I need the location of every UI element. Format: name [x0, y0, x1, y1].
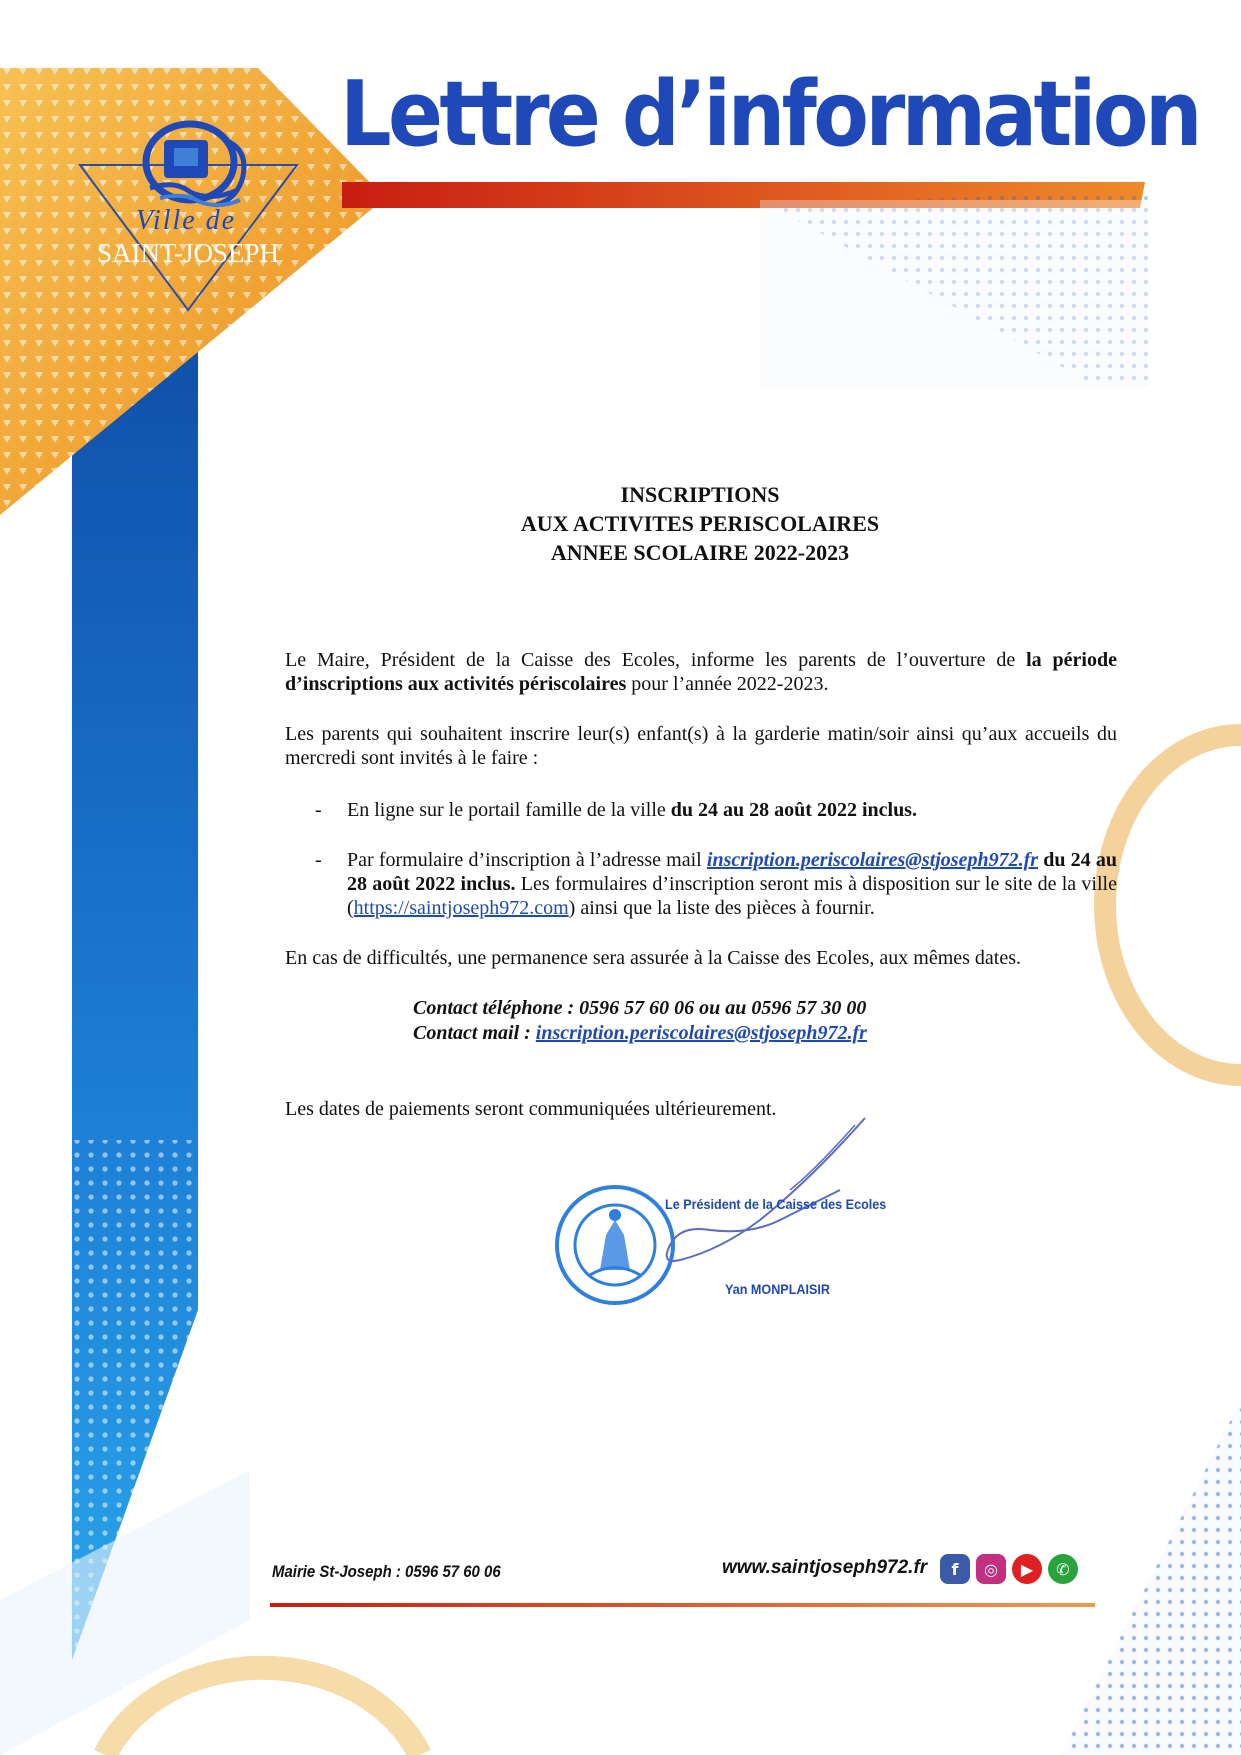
contact-phone: Contact téléphone : 0596 57 60 06 ou au 0596 57 30 00 [413, 997, 867, 1019]
heading-line-1: INSCRIPTIONS [620, 482, 780, 507]
handwritten-signature [640, 1110, 880, 1280]
bullet-dash-2: - [315, 849, 322, 871]
instagram-icon[interactable]: ◎ [976, 1554, 1006, 1584]
footer-website[interactable]: www.saintjoseph972.fr [722, 1557, 928, 1578]
bullet-form: Par formulaire d’inscription à l’adresse mail inscription.periscolaires@stjoseph972.fr du 24 au 28 août 2022 inclus. Les formulaires d’inscription seront mis à disposition sur le site de la ville (https://saintjoseph972.com) ainsi que la liste des pièces à fournir. [347, 849, 1118, 919]
paragraph-intro: Le Maire, Président de la Caisse des Ecoles, informe les parents de l’ouverture de la période d’inscriptions aux activités périscolaires pour l’année 2022-2023. [285, 649, 1117, 695]
logo-text-ville: Ville de [135, 205, 237, 236]
page-title: Lettre d’information [340, 62, 1199, 167]
bullet-online: En ligne sur le portail famille de la ville du 24 au 28 août 2022 inclus. [347, 799, 917, 821]
heading-line-3: ANNEE SCOLAIRE 2022-2023 [550, 540, 850, 565]
paragraph-parents: Les parents qui souhaitent inscrire leur(s) enfant(s) à la garderie matin/soir ainsi qu’aux accueils du mercredi sont invités à le faire : [285, 723, 1117, 769]
signature-title: Le Président de la Caisse des Ecoles [665, 1196, 887, 1212]
bullet-dash-1: - [315, 799, 322, 821]
youtube-icon[interactable]: ▶ [1012, 1554, 1042, 1584]
signature-name: Yan MONPLAISIR [725, 1281, 831, 1297]
contact-mail: Contact mail : inscription.periscolaires@stjoseph972.fr [413, 1022, 867, 1044]
paragraph-payments: Les dates de paiements seront communiquées ultérieurement. [285, 1098, 777, 1120]
footer-phone: Mairie St-Joseph : 0596 57 60 06 [272, 1562, 501, 1581]
city-logo-emblem [130, 110, 270, 210]
document-heading [360, 480, 1040, 567]
contact-email-link[interactable]: inscription.periscolaires@stjoseph972.fr [535, 1022, 867, 1044]
website-link[interactable]: https://saintjoseph972.com [353, 897, 569, 919]
whatsapp-icon[interactable]: ✆ [1048, 1554, 1078, 1584]
facebook-icon[interactable]: f [940, 1554, 970, 1584]
heading-line-2: AUX ACTIVITES PERISCOLAIRES [520, 511, 880, 536]
paragraph-permanence: En cas de difficultés, une permanence sera assurée à la Caisse des Ecoles, aux mêmes dates. [285, 947, 1022, 969]
email-link[interactable]: inscription.periscolaires@stjoseph972.fr [706, 849, 1039, 871]
logo-text-city-name: SAINT-JOSEPH [96, 238, 280, 268]
